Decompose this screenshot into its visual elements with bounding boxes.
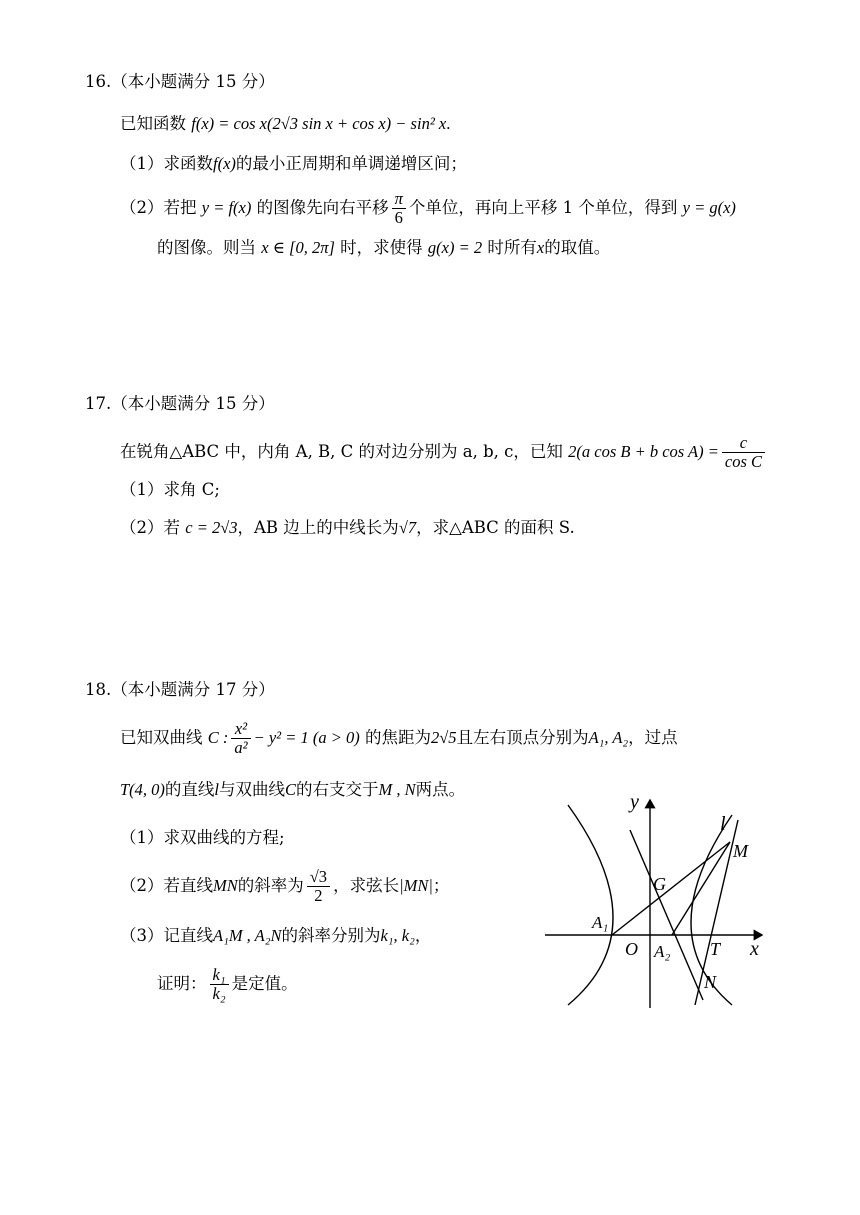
q18-intro-mid: 的焦距为 (365, 728, 431, 747)
q17-part1: （1）求角 C; (120, 480, 220, 499)
label-a1: A₁ (592, 913, 609, 932)
q18-line2-c: C (285, 780, 297, 799)
q17-frac-den: cos C (724, 452, 763, 471)
q17-frac-num: c (722, 434, 765, 453)
q16-p2-frac-num: π (392, 190, 406, 209)
line-l (695, 820, 738, 1005)
line-a2-n (630, 830, 703, 1000)
q16-p2-x: x (536, 238, 545, 257)
q17-intro-formula: 2(a cos B + b cos A) = (568, 442, 719, 461)
q17-p2-c: c = 2√3 (185, 518, 238, 537)
q16-p1-fx: f(x) (213, 154, 236, 173)
q18-intro-mid2: 且左右顶点分别为 (456, 728, 589, 747)
q16-part2-line2 (157, 236, 610, 260)
q18-p3b-prefix: 证明： (157, 974, 207, 993)
q18-p2-mn: MN (213, 876, 238, 895)
q16-p2-g: y = g(x) (682, 198, 736, 217)
q16-intro-prefix: 已知函数 (120, 114, 186, 133)
hyperbola-figure (540, 790, 770, 1010)
q18-intro-frac-num: x² (231, 720, 250, 739)
label-m: M (733, 841, 748, 861)
q18-p3-prefix: （3）记直线 (120, 926, 213, 945)
q16-p2-mid2: 个单位，再向上平移 1 个单位，得到 (408, 198, 678, 217)
q17-p2-suffix: ，求△ABC 的面积 S. (416, 518, 575, 537)
q18-part2 (120, 864, 449, 908)
q18-line2-t: T(4, 0) (120, 780, 165, 799)
q16-p2-l2-mid: 时，求使得 (340, 238, 423, 257)
q16-p2-l2-mid2: 时所有 (487, 238, 537, 257)
label-n: N (704, 972, 717, 992)
hyperbola-left-branch (568, 805, 613, 1005)
label-y: y (630, 791, 639, 813)
q18-intro-frac-den: a² (234, 738, 248, 757)
q18-intro-suffix: ，过点 (628, 728, 678, 747)
q16-p2-l2-prefix: 的图像。则当 (157, 238, 256, 257)
q16-p2-l2-suffix: 的取值。 (544, 238, 611, 257)
q18-p3-mid: 的斜率分别为 (281, 926, 381, 945)
q18-p2-len: |MN| (399, 876, 433, 895)
q18-p3b-suffix: 是定值。 (231, 974, 298, 993)
q18-intro (120, 716, 678, 760)
label-a2: A₂ (654, 942, 671, 961)
q16-part1 (120, 152, 467, 176)
q16-p2-prefix: （2）若把 (120, 198, 197, 217)
label-l: l (720, 813, 726, 835)
q18-intro-focal: 2√5 (431, 728, 457, 747)
q18-intro-vertices: A₁, A₂ (588, 728, 629, 747)
q18-header: 18.（本小题满分 17 分） (85, 680, 275, 699)
q18-p2-prefix: （2）若直线 (120, 876, 213, 895)
q17-fraction (722, 434, 765, 471)
q16-intro: 已知函数 f(x) = cos x(2√3 sin x + cos x) − sin² x. (120, 114, 451, 133)
q17-intro-prefix: 在锐角△ABC 中，内角 A, B, C 的对边分别为 a, b, c，已知 (120, 442, 563, 461)
label-t: T (710, 939, 721, 959)
q17-p2-prefix: （2）若 (120, 518, 180, 537)
q18-p2-frac-num: √3 (307, 868, 330, 887)
q18-intro-prefix: 已知双曲线 (120, 728, 203, 747)
q18-p3-suffix: ， (414, 926, 432, 945)
q18-p2-frac-den: 2 (314, 886, 323, 905)
q16-p2-cond: g(x) = 2 (427, 238, 483, 257)
q16-p2-mid1: 的图像先向右平移 (256, 198, 389, 217)
q18-p2-suffix: ； (432, 876, 450, 895)
q17-p2-mid: ，AB 边上的中线长为 (237, 518, 399, 537)
q18-p3-k: k₁, k₂ (380, 926, 415, 945)
q18-intro-fraction (231, 720, 250, 757)
label-o: O (625, 939, 638, 959)
q16-p2-fraction (392, 190, 406, 227)
q18-intro-rest: − y² = 1 (a > 0) (253, 728, 360, 747)
label-g: G (653, 874, 666, 894)
line-a2-m (672, 842, 730, 935)
q16-p1-prefix: （1）求函数 (120, 154, 213, 173)
q18-p3b-fraction (210, 966, 229, 1003)
q16-intro-formula: f(x) = cos x(2√3 sin x + cos x) − sin² x (191, 114, 447, 133)
q18-part3 (120, 924, 431, 948)
q17-header: 17.（本小题满分 15 分） (85, 394, 275, 413)
q18-p3b-frac-num: k₁ (210, 966, 229, 985)
q16-header: 16.（本小题满分 15 分） (85, 72, 275, 91)
q17-intro (120, 432, 768, 472)
q18-line2-mn: M , N (378, 780, 416, 799)
q18-intro-c: C : (207, 728, 229, 747)
q16-p2-y: y = f(x) (201, 198, 252, 217)
q18-p3-lines: A₁M , A₂N (213, 926, 282, 945)
q18-p2-mid: 的斜率为 (237, 876, 304, 895)
q18-line2-mid3: 的右支交于 (296, 780, 379, 799)
q17-p2-len: √7 (398, 518, 417, 537)
q18-p2-fraction (307, 868, 330, 905)
q18-line2 (120, 778, 465, 802)
q16-p2-interval: x ∈ [0, 2π] (261, 238, 335, 257)
q16-p2-frac-den: 6 (394, 208, 403, 227)
q18-line2-mid2: 与双曲线 (219, 780, 286, 799)
q16-p1-suffix: 的最小正周期和单调递增区间； (235, 154, 467, 173)
q18-line2-l: l (214, 780, 220, 799)
q18-p3b-frac-den: k₂ (212, 984, 226, 1003)
q18-part3b (157, 960, 298, 1008)
q18-part1: （1）求双曲线的方程; (120, 828, 285, 847)
q18-line2-suffix: 两点。 (415, 780, 466, 799)
q18-p2-mid2: ，求弦长 (333, 876, 400, 895)
line-a1-m (612, 842, 730, 935)
q17-part2 (120, 516, 575, 540)
label-x: x (750, 938, 759, 960)
q18-line2-mid: 的直线 (164, 780, 215, 799)
q16-part2-line1 (120, 188, 736, 228)
